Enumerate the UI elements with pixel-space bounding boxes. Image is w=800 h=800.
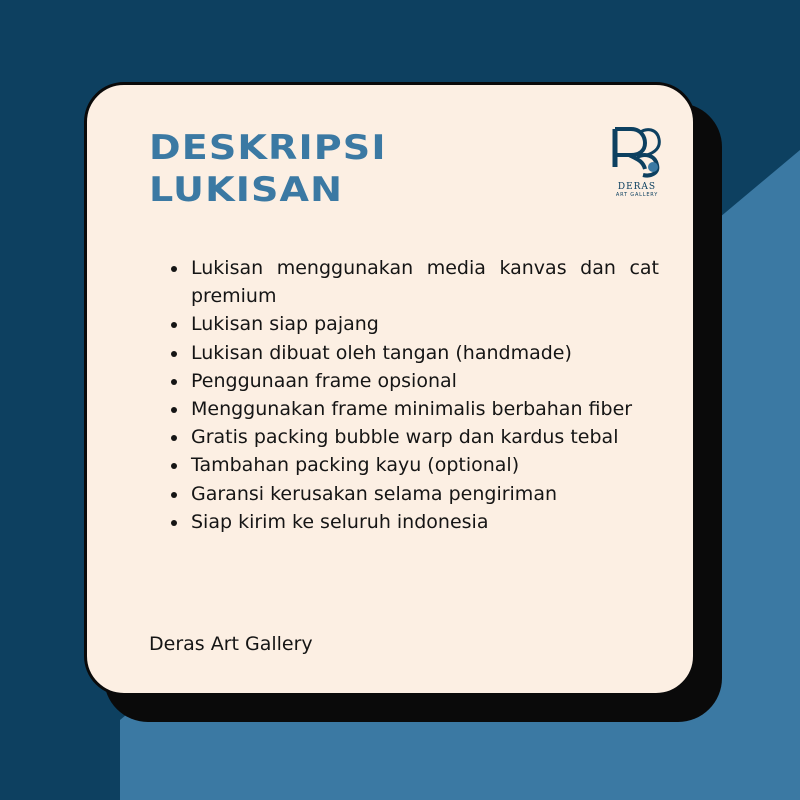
title-line-2: LUKISAN: [149, 170, 344, 210]
list-item: • Penggunaan frame opsional: [189, 367, 659, 395]
logo-subtitle: ART GALLERY: [615, 192, 659, 198]
list-item: • Lukisan dibuat oleh tangan (handmade): [189, 339, 659, 367]
list-item: • Lukisan siap pajang: [189, 310, 659, 338]
list-item: • Tambahan packing kayu (optional): [189, 451, 659, 479]
list-item: • Lukisan menggunakan media kanvas dan cat premium: [189, 254, 659, 310]
logo-name: DERAS: [617, 182, 657, 192]
deras-art-gallery-logo-icon: [607, 125, 667, 181]
list-item: • Menggunakan frame minimalis berbahan fiber: [189, 395, 659, 423]
gallery-name-footer: Deras Art Gallery: [149, 633, 313, 655]
title-line-1: DESKRIPSI: [149, 128, 387, 168]
list-item: • Garansi kerusakan selama pengiriman: [189, 480, 659, 508]
list-item: • Siap kirim ke seluruh indonesia: [189, 508, 659, 536]
gallery-logo: [607, 125, 667, 203]
feature-list: [167, 254, 659, 536]
list-item: • Gratis packing bubble warp dan kardus tebal: [189, 423, 659, 451]
page-title: [149, 127, 387, 211]
description-card: [84, 82, 696, 696]
